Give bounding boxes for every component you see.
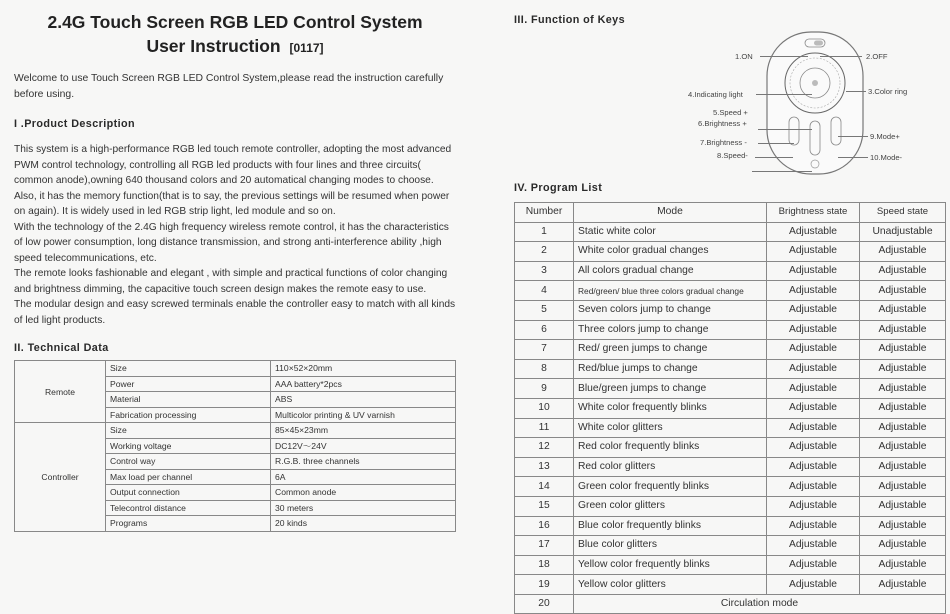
tech-value: AAA battery*2pcs [271,376,456,392]
program-mode: Three colors jump to change [574,320,767,340]
program-number: 5 [515,300,574,320]
program-brightness-state: Adjustable [767,359,860,379]
program-speed-state: Adjustable [860,320,946,340]
table-row [515,300,946,320]
program-brightness-state: Adjustable [767,222,860,242]
tech-value: DC12V～24V [271,438,456,454]
description-paragraph: The remote looks fashionable and elegant , with simple and practical functions of color changing and brightness dimming, the capacitive touch screen design makes the remote easy to use. [14,268,448,295]
program-brightness-state: Adjustable [767,575,860,595]
program-brightness-state: Adjustable [767,398,860,418]
program-mode: Red/blue jumps to change [574,359,767,379]
table-row [515,536,946,556]
program-brightness-state: Adjustable [767,536,860,556]
table-row [515,438,946,458]
key-label-mode-plus: 9.Mode+ [870,132,900,141]
program-speed-state: Adjustable [860,340,946,360]
program-number: 15 [515,496,574,516]
program-brightness-state: Adjustable [767,496,860,516]
program-brightness-state: Adjustable [767,477,860,497]
leader-line [838,157,868,158]
program-speed-state: Adjustable [860,300,946,320]
table-row [515,281,946,301]
program-speed-state: Adjustable [860,477,946,497]
program-mode: Yellow color frequently blinks [574,555,767,575]
program-rows [515,222,946,594]
program-mode: Static white color [574,222,767,242]
program-brightness-state: Adjustable [767,261,860,281]
program-speed-state: Adjustable [860,536,946,556]
leader-line [820,56,862,57]
column-header-mode: Mode [574,203,767,223]
tech-param: Fabrication processing [106,407,271,423]
program-brightness-state: Adjustable [767,300,860,320]
program-mode: Green color glitters [574,496,767,516]
tech-param: Size [106,423,271,439]
table-row [515,477,946,497]
program-brightness-state: Adjustable [767,242,860,262]
table-header-row [515,203,946,223]
key-label-speed-minus: 8.Speed- [717,151,748,160]
program-brightness-state: Adjustable [767,281,860,301]
program-list-table [514,202,946,614]
table-row [15,361,456,377]
tech-param: Programs [106,516,271,532]
table-row [515,242,946,262]
program-speed-state: Adjustable [860,438,946,458]
column-header-number: Number [515,203,574,223]
table-row [515,496,946,516]
table-row [515,457,946,477]
program-number: 20 [515,594,574,614]
program-mode: Green color frequently blinks [574,477,767,497]
description-paragraph: The modular design and easy screwed terminals enable the controller easy to match with all kinds of led light products. [14,299,456,326]
tech-param: Material [106,392,271,408]
program-speed-state: Adjustable [860,496,946,516]
title-subtitle: User Instruction [146,36,281,56]
program-number: 6 [515,320,574,340]
program-speed-state: Adjustable [860,418,946,438]
key-label-brightness-plus: 6.Brightness + [698,119,747,128]
program-mode: Circulation mode [574,594,946,614]
key-label-brightness-minus: 7.Brightness - [700,138,747,147]
tech-param: Working voltage [106,438,271,454]
key-label-mode-minus: 10.Mode- [870,153,903,162]
section-technical-data-heading: II. Technical Data [14,342,109,354]
key-label-indicating-light: 4.Indicating light [688,90,743,99]
table-row [515,222,946,242]
program-number: 17 [515,536,574,556]
table-row [515,594,946,614]
program-number: 10 [515,398,574,418]
program-mode: Blue/green jumps to change [574,379,767,399]
remote-key-diagram [514,26,944,176]
program-mode: Red color frequently blinks [574,438,767,458]
program-speed-state: Adjustable [860,242,946,262]
tech-value: 20 kinds [271,516,456,532]
program-speed-state: Adjustable [860,261,946,281]
program-mode: All colors gradual change [574,261,767,281]
tech-param: Max load per channel [106,469,271,485]
key-label-on: 1.ON [735,52,753,61]
leader-line [755,157,793,158]
program-mode: White color frequently blinks [574,398,767,418]
program-mode: Seven colors jump to change [574,300,767,320]
left-column [14,10,456,532]
key-label-speed-plus: 5.Speed + [713,108,748,117]
column-header-speed: Speed state [860,203,946,223]
table-row [515,359,946,379]
tech-value: Multicolor printing & UV varnish [271,407,456,423]
description-paragraph: This system is a high-performance RGB led touch remote controller, adopting the most advanced PWM control technology, controlling all RGB led products with four lines and three circuits( common anode),owning 640 thousand colors and 20 automatical changing modes to choose. [14,144,452,186]
tech-param: Control way [106,454,271,470]
tech-value: ABS [271,392,456,408]
title-code: [0117] [289,41,324,55]
leader-line [760,56,808,57]
tech-value: 30 meters [271,500,456,516]
indicating-light-icon [812,80,818,86]
program-brightness-state: Adjustable [767,438,860,458]
program-number: 11 [515,418,574,438]
key-label-off: 2.OFF [866,52,888,61]
leader-line [756,94,812,95]
controller-group-label: Controller [15,423,106,532]
program-brightness-state: Adjustable [767,340,860,360]
tech-param: Telecontrol distance [106,500,271,516]
tech-value: 110×52×20mm [271,361,456,377]
program-speed-state: Adjustable [860,575,946,595]
tech-value: Common anode [271,485,456,501]
product-description [14,142,456,328]
table-row [515,379,946,399]
program-number: 9 [515,379,574,399]
program-brightness-state: Adjustable [767,379,860,399]
section-product-description-heading: I .Product Description [14,118,135,130]
program-mode: Red/green/ blue three colors gradual change [574,281,767,301]
description-paragraph: With the technology of the 2.4G high frequency wireless remote control, it has the characteristics of low power consumption, long distance transmission, and strong anti-interference ability ,high speed telecommunications, etc. [14,221,449,264]
program-brightness-state: Adjustable [767,555,860,575]
program-mode: White color gradual changes [574,242,767,262]
section-function-of-keys-heading: III. Function of Keys [514,14,625,26]
leader-line [758,129,812,130]
table-row [15,423,456,439]
program-speed-state: Adjustable [860,359,946,379]
intro-text: Welcome to use Touch Screen RGB LED Control System,please read the instruction carefully before using. [14,73,444,100]
table-row [515,340,946,360]
table-row [515,398,946,418]
program-mode: Red/ green jumps to change [574,340,767,360]
program-speed-state: Adjustable [860,457,946,477]
program-number: 14 [515,477,574,497]
leader-line [846,91,866,92]
program-number: 4 [515,281,574,301]
program-mode: Yellow color glitters [574,575,767,595]
program-number: 8 [515,359,574,379]
description-paragraph: Also, it has the memory function(that is to say, the previous settings will be resumed when power on again). It is widely used in led RGB strip light, led module and so on. [14,190,450,217]
title-line-1: 2.4G Touch Screen RGB LED Control System [47,12,423,32]
table-row [515,555,946,575]
leader-line [752,171,812,172]
program-brightness-state: Adjustable [767,418,860,438]
remote-group-label: Remote [15,361,106,423]
program-brightness-state: Adjustable [767,516,860,536]
tech-param: Output connection [106,485,271,501]
program-speed-state: Adjustable [860,281,946,301]
program-mode: Blue color glitters [574,536,767,556]
key-label-color-ring: 3.Color ring [868,87,908,96]
table-row [515,418,946,438]
technical-data-table [14,360,456,532]
program-brightness-state: Adjustable [767,320,860,340]
program-number: 7 [515,340,574,360]
program-number: 13 [515,457,574,477]
table-row [515,575,946,595]
tech-param: Power [106,376,271,392]
program-number: 16 [515,516,574,536]
leader-line [838,136,868,137]
tech-value: 6A [271,469,456,485]
table-row [515,516,946,536]
program-brightness-state: Adjustable [767,457,860,477]
table-row [515,320,946,340]
table-row [515,261,946,281]
section-program-list-heading: IV. Program List [514,182,603,194]
program-speed-state: Unadjustable [860,222,946,242]
program-mode: Red color glitters [574,457,767,477]
program-number: 12 [515,438,574,458]
tech-value: 85×45×23mm [271,423,456,439]
program-mode: White color glitters [574,418,767,438]
tech-param: Size [106,361,271,377]
right-column [514,14,944,614]
document-title [14,10,456,60]
program-speed-state: Adjustable [860,555,946,575]
switch-knob-icon [814,41,823,46]
column-header-brightness: Brightness state [767,203,860,223]
program-number: 2 [515,242,574,262]
title-line-2 [14,34,456,60]
program-speed-state: Adjustable [860,516,946,536]
leader-line [758,143,794,144]
program-number: 19 [515,575,574,595]
tech-value: R.G.B. three channels [271,454,456,470]
program-number: 3 [515,261,574,281]
program-speed-state: Adjustable [860,379,946,399]
program-number: 18 [515,555,574,575]
program-mode: Blue color frequently blinks [574,516,767,536]
program-speed-state: Adjustable [860,398,946,418]
program-number: 1 [515,222,574,242]
